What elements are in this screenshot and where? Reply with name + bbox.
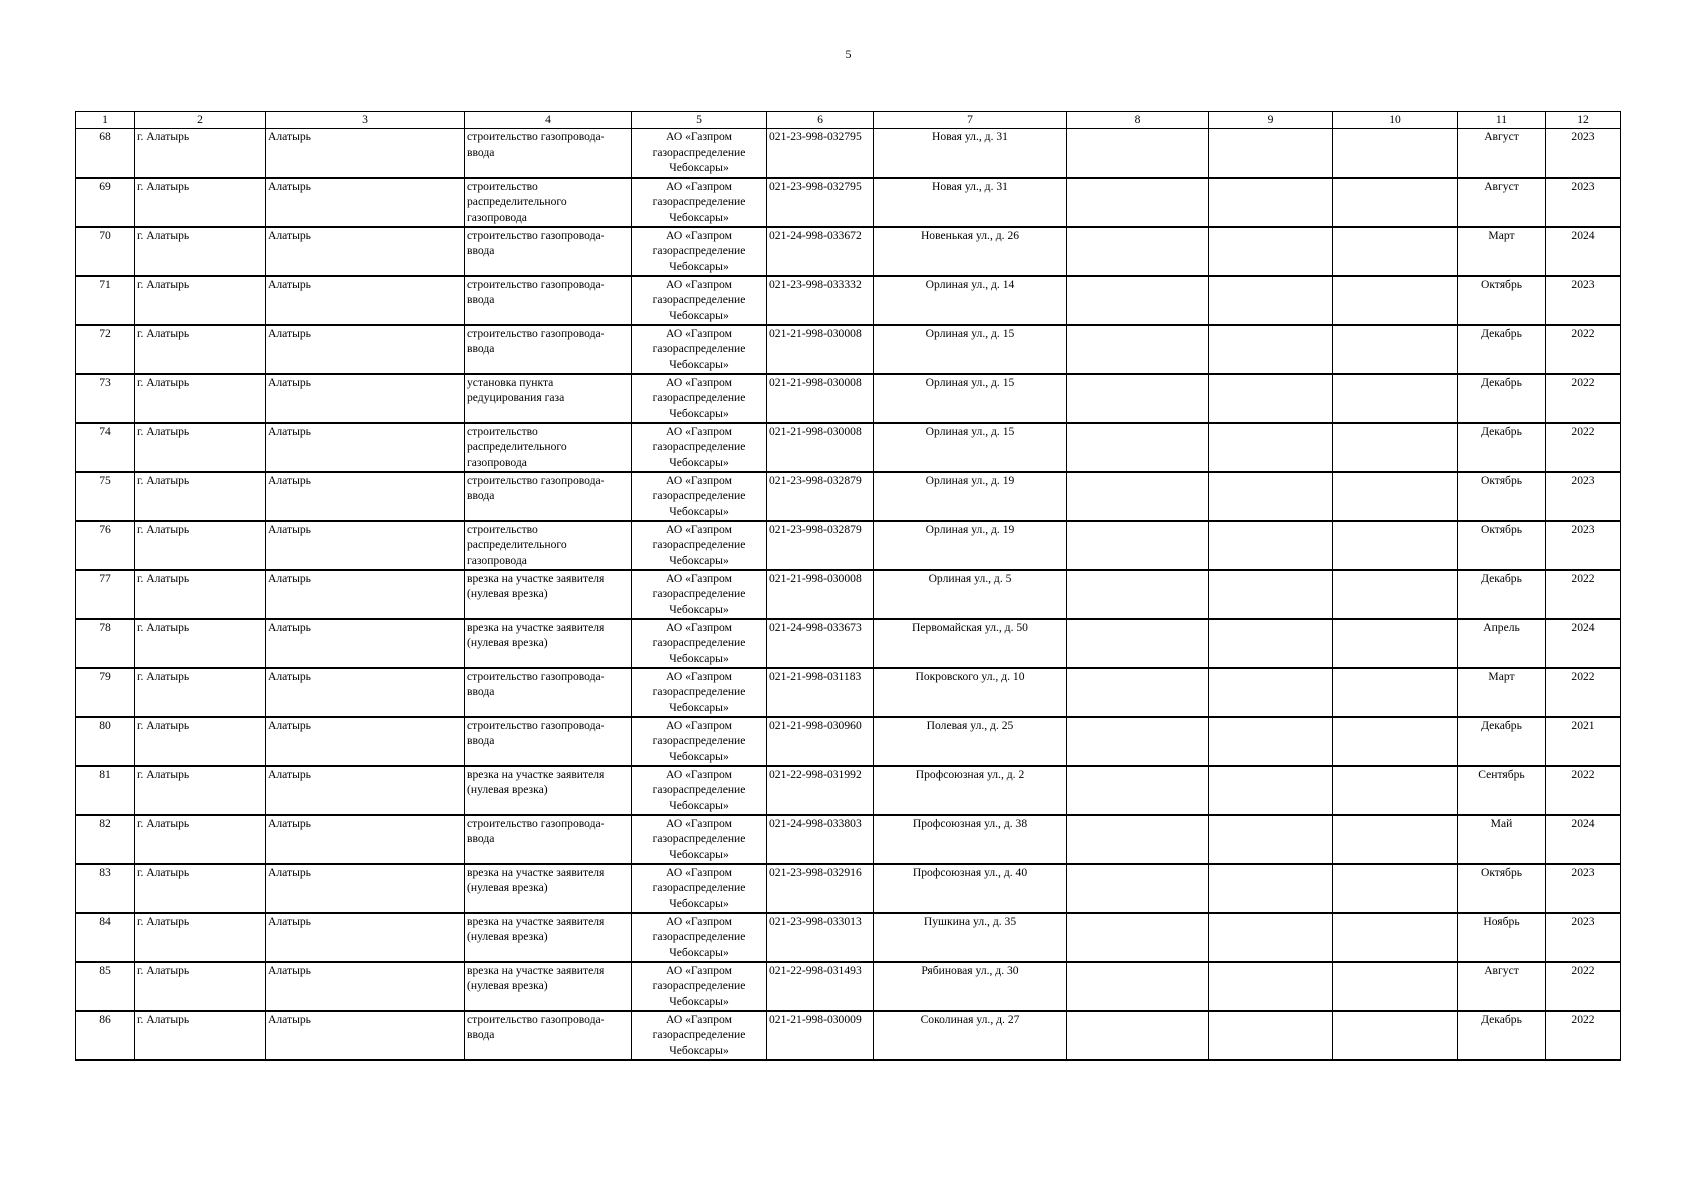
row-number-cell: 74 xyxy=(76,423,135,472)
row-number-cell: 73 xyxy=(76,374,135,423)
column-10-cell xyxy=(1333,668,1458,717)
column-8-cell xyxy=(1067,913,1209,962)
year-cell: 2024 xyxy=(1546,619,1621,668)
work-type-cell: врезка на участке заявителя (нулевая врезка) xyxy=(465,864,632,913)
column-9-cell xyxy=(1209,766,1333,815)
city-cell: г. Алатырь xyxy=(135,325,266,374)
application-number-cell: 021-21-998-030008 xyxy=(767,374,874,423)
column-header: 11 xyxy=(1458,112,1546,129)
column-number-row xyxy=(76,112,1621,129)
work-type-cell: строительство распределительного газопровода xyxy=(465,178,632,227)
column-8-cell xyxy=(1067,1011,1209,1060)
year-cell: 2022 xyxy=(1546,325,1621,374)
column-9-cell xyxy=(1209,129,1333,178)
district-cell: Алатырь xyxy=(266,913,465,962)
column-8-cell xyxy=(1067,717,1209,766)
column-header: 4 xyxy=(465,112,632,129)
year-cell: 2023 xyxy=(1546,521,1621,570)
column-9-cell xyxy=(1209,815,1333,864)
organization-cell: АО «Газпром газораспределение Чебоксары» xyxy=(632,472,767,521)
year-cell: 2022 xyxy=(1546,766,1621,815)
column-10-cell xyxy=(1333,374,1458,423)
address-cell: Орлиная ул., д. 14 xyxy=(874,276,1067,325)
city-cell: г. Алатырь xyxy=(135,717,266,766)
work-type-cell: врезка на участке заявителя (нулевая врезка) xyxy=(465,913,632,962)
application-number-cell: 021-21-998-030008 xyxy=(767,423,874,472)
column-header: 5 xyxy=(632,112,767,129)
table-row xyxy=(76,227,1621,276)
column-10-cell xyxy=(1333,962,1458,1011)
table-row xyxy=(76,521,1621,570)
year-cell: 2023 xyxy=(1546,276,1621,325)
year-cell: 2023 xyxy=(1546,864,1621,913)
year-cell: 2022 xyxy=(1546,668,1621,717)
address-cell: Рябиновая ул., д. 30 xyxy=(874,962,1067,1011)
city-cell: г. Алатырь xyxy=(135,668,266,717)
row-number-cell: 77 xyxy=(76,570,135,619)
address-cell: Орлиная ул., д. 5 xyxy=(874,570,1067,619)
application-number-cell: 021-24-998-033803 xyxy=(767,815,874,864)
city-cell: г. Алатырь xyxy=(135,472,266,521)
city-cell: г. Алатырь xyxy=(135,178,266,227)
address-cell: Орлиная ул., д. 19 xyxy=(874,472,1067,521)
district-cell: Алатырь xyxy=(266,521,465,570)
column-10-cell xyxy=(1333,521,1458,570)
column-10-cell xyxy=(1333,325,1458,374)
column-header: 12 xyxy=(1546,112,1621,129)
year-cell: 2023 xyxy=(1546,178,1621,227)
year-cell: 2023 xyxy=(1546,472,1621,521)
address-cell: Новая ул., д. 31 xyxy=(874,178,1067,227)
table-row xyxy=(76,766,1621,815)
column-8-cell xyxy=(1067,374,1209,423)
work-type-cell: установка пункта редуцирования газа xyxy=(465,374,632,423)
column-8-cell xyxy=(1067,864,1209,913)
column-9-cell xyxy=(1209,227,1333,276)
work-type-cell: строительство газопровода-ввода xyxy=(465,129,632,178)
register-table xyxy=(75,111,1621,1061)
column-8-cell xyxy=(1067,815,1209,864)
application-number-cell: 021-24-998-033673 xyxy=(767,619,874,668)
column-8-cell xyxy=(1067,962,1209,1011)
organization-cell: АО «Газпром газораспределение Чебоксары» xyxy=(632,913,767,962)
address-cell: Орлиная ул., д. 15 xyxy=(874,374,1067,423)
month-cell: Ноябрь xyxy=(1458,913,1546,962)
city-cell: г. Алатырь xyxy=(135,913,266,962)
column-9-cell xyxy=(1209,1011,1333,1060)
table-row xyxy=(76,325,1621,374)
work-type-cell: строительство газопровода-ввода xyxy=(465,325,632,374)
district-cell: Алатырь xyxy=(266,325,465,374)
address-cell: Полевая ул., д. 25 xyxy=(874,717,1067,766)
column-10-cell xyxy=(1333,1011,1458,1060)
district-cell: Алатырь xyxy=(266,374,465,423)
column-9-cell xyxy=(1209,913,1333,962)
address-cell: Первомайская ул., д. 50 xyxy=(874,619,1067,668)
city-cell: г. Алатырь xyxy=(135,374,266,423)
table-row xyxy=(76,913,1621,962)
month-cell: Декабрь xyxy=(1458,1011,1546,1060)
application-number-cell: 021-23-998-032879 xyxy=(767,521,874,570)
column-10-cell xyxy=(1333,913,1458,962)
row-number-cell: 79 xyxy=(76,668,135,717)
year-cell: 2022 xyxy=(1546,962,1621,1011)
work-type-cell: врезка на участке заявителя (нулевая врезка) xyxy=(465,962,632,1011)
organization-cell: АО «Газпром газораспределение Чебоксары» xyxy=(632,374,767,423)
row-number-cell: 71 xyxy=(76,276,135,325)
work-type-cell: строительство газопровода-ввода xyxy=(465,717,632,766)
table-row xyxy=(76,815,1621,864)
work-type-cell: врезка на участке заявителя (нулевая врезка) xyxy=(465,619,632,668)
work-type-cell: строительство распределительного газопровода xyxy=(465,521,632,570)
year-cell: 2022 xyxy=(1546,1011,1621,1060)
work-type-cell: врезка на участке заявителя (нулевая врезка) xyxy=(465,570,632,619)
city-cell: г. Алатырь xyxy=(135,570,266,619)
row-number-cell: 86 xyxy=(76,1011,135,1060)
row-number-cell: 68 xyxy=(76,129,135,178)
column-10-cell xyxy=(1333,129,1458,178)
city-cell: г. Алатырь xyxy=(135,962,266,1011)
district-cell: Алатырь xyxy=(266,766,465,815)
application-number-cell: 021-21-998-030008 xyxy=(767,325,874,374)
column-header: 7 xyxy=(874,112,1067,129)
month-cell: Май xyxy=(1458,815,1546,864)
application-number-cell: 021-21-998-030009 xyxy=(767,1011,874,1060)
address-cell: Пушкина ул., д. 35 xyxy=(874,913,1067,962)
table-row xyxy=(76,619,1621,668)
organization-cell: АО «Газпром газораспределение Чебоксары» xyxy=(632,1011,767,1060)
column-9-cell xyxy=(1209,619,1333,668)
month-cell: Август xyxy=(1458,129,1546,178)
city-cell: г. Алатырь xyxy=(135,619,266,668)
column-9-cell xyxy=(1209,668,1333,717)
address-cell: Покровского ул., д. 10 xyxy=(874,668,1067,717)
table-row xyxy=(76,864,1621,913)
column-10-cell xyxy=(1333,864,1458,913)
month-cell: Декабрь xyxy=(1458,423,1546,472)
table-row xyxy=(76,962,1621,1011)
month-cell: Октябрь xyxy=(1458,521,1546,570)
column-header: 1 xyxy=(76,112,135,129)
work-type-cell: врезка на участке заявителя (нулевая врезка) xyxy=(465,766,632,815)
application-number-cell: 021-23-998-033332 xyxy=(767,276,874,325)
column-8-cell xyxy=(1067,570,1209,619)
column-10-cell xyxy=(1333,619,1458,668)
organization-cell: АО «Газпром газораспределение Чебоксары» xyxy=(632,570,767,619)
city-cell: г. Алатырь xyxy=(135,423,266,472)
organization-cell: АО «Газпром газораспределение Чебоксары» xyxy=(632,864,767,913)
application-number-cell: 021-23-998-033013 xyxy=(767,913,874,962)
address-cell: Орлиная ул., д. 19 xyxy=(874,521,1067,570)
table-body xyxy=(76,129,1621,1060)
organization-cell: АО «Газпром газораспределение Чебоксары» xyxy=(632,619,767,668)
column-header: 3 xyxy=(266,112,465,129)
column-8-cell xyxy=(1067,129,1209,178)
city-cell: г. Алатырь xyxy=(135,864,266,913)
month-cell: Октябрь xyxy=(1458,276,1546,325)
application-number-cell: 021-22-998-031992 xyxy=(767,766,874,815)
row-number-cell: 85 xyxy=(76,962,135,1011)
column-9-cell xyxy=(1209,962,1333,1011)
column-header: 9 xyxy=(1209,112,1333,129)
application-number-cell: 021-21-998-030960 xyxy=(767,717,874,766)
district-cell: Алатырь xyxy=(266,864,465,913)
table-row xyxy=(76,276,1621,325)
table-row xyxy=(76,129,1621,178)
column-8-cell xyxy=(1067,521,1209,570)
district-cell: Алатырь xyxy=(266,423,465,472)
table-row xyxy=(76,472,1621,521)
year-cell: 2022 xyxy=(1546,374,1621,423)
column-8-cell xyxy=(1067,472,1209,521)
column-10-cell xyxy=(1333,717,1458,766)
column-9-cell xyxy=(1209,472,1333,521)
month-cell: Август xyxy=(1458,178,1546,227)
application-number-cell: 021-21-998-030008 xyxy=(767,570,874,619)
city-cell: г. Алатырь xyxy=(135,227,266,276)
column-header: 10 xyxy=(1333,112,1458,129)
row-number-cell: 83 xyxy=(76,864,135,913)
month-cell: Октябрь xyxy=(1458,472,1546,521)
organization-cell: АО «Газпром газораспределение Чебоксары» xyxy=(632,717,767,766)
column-9-cell xyxy=(1209,423,1333,472)
column-8-cell xyxy=(1067,766,1209,815)
column-8-cell xyxy=(1067,668,1209,717)
address-cell: Профсоюзная ул., д. 40 xyxy=(874,864,1067,913)
year-cell: 2024 xyxy=(1546,815,1621,864)
column-9-cell xyxy=(1209,717,1333,766)
column-10-cell xyxy=(1333,570,1458,619)
column-8-cell xyxy=(1067,619,1209,668)
district-cell: Алатырь xyxy=(266,178,465,227)
application-number-cell: 021-24-998-033672 xyxy=(767,227,874,276)
city-cell: г. Алатырь xyxy=(135,276,266,325)
column-header: 8 xyxy=(1067,112,1209,129)
district-cell: Алатырь xyxy=(266,570,465,619)
year-cell: 2022 xyxy=(1546,570,1621,619)
work-type-cell: строительство распределительного газопровода xyxy=(465,423,632,472)
table-row xyxy=(76,1011,1621,1060)
work-type-cell: строительство газопровода-ввода xyxy=(465,815,632,864)
month-cell: Декабрь xyxy=(1458,374,1546,423)
year-cell: 2024 xyxy=(1546,227,1621,276)
city-cell: г. Алатырь xyxy=(135,521,266,570)
column-9-cell xyxy=(1209,178,1333,227)
month-cell: Сентябрь xyxy=(1458,766,1546,815)
table-row xyxy=(76,570,1621,619)
row-number-cell: 82 xyxy=(76,815,135,864)
column-8-cell xyxy=(1067,227,1209,276)
month-cell: Октябрь xyxy=(1458,864,1546,913)
district-cell: Алатырь xyxy=(266,1011,465,1060)
application-number-cell: 021-23-998-032879 xyxy=(767,472,874,521)
district-cell: Алатырь xyxy=(266,717,465,766)
organization-cell: АО «Газпром газораспределение Чебоксары» xyxy=(632,178,767,227)
row-number-cell: 69 xyxy=(76,178,135,227)
year-cell: 2023 xyxy=(1546,129,1621,178)
row-number-cell: 70 xyxy=(76,227,135,276)
organization-cell: АО «Газпром газораспределение Чебоксары» xyxy=(632,276,767,325)
work-type-cell: строительство газопровода-ввода xyxy=(465,1011,632,1060)
row-number-cell: 80 xyxy=(76,717,135,766)
column-8-cell xyxy=(1067,423,1209,472)
column-9-cell xyxy=(1209,276,1333,325)
organization-cell: АО «Газпром газораспределение Чебоксары» xyxy=(632,521,767,570)
column-9-cell xyxy=(1209,864,1333,913)
application-number-cell: 021-22-998-031493 xyxy=(767,962,874,1011)
table-row xyxy=(76,178,1621,227)
district-cell: Алатырь xyxy=(266,472,465,521)
application-number-cell: 021-21-998-031183 xyxy=(767,668,874,717)
column-8-cell xyxy=(1067,276,1209,325)
month-cell: Апрель xyxy=(1458,619,1546,668)
district-cell: Алатырь xyxy=(266,815,465,864)
page-number: 5 xyxy=(845,47,852,61)
column-10-cell xyxy=(1333,472,1458,521)
month-cell: Декабрь xyxy=(1458,325,1546,374)
work-type-cell: строительство газопровода-ввода xyxy=(465,472,632,521)
column-10-cell xyxy=(1333,766,1458,815)
work-type-cell: строительство газопровода-ввода xyxy=(465,227,632,276)
table-row xyxy=(76,374,1621,423)
city-cell: г. Алатырь xyxy=(135,815,266,864)
year-cell: 2023 xyxy=(1546,913,1621,962)
row-number-cell: 78 xyxy=(76,619,135,668)
month-cell: Август xyxy=(1458,962,1546,1011)
year-cell: 2022 xyxy=(1546,423,1621,472)
district-cell: Алатырь xyxy=(266,129,465,178)
column-9-cell xyxy=(1209,374,1333,423)
application-number-cell: 021-23-998-032916 xyxy=(767,864,874,913)
work-type-cell: строительство газопровода-ввода xyxy=(465,276,632,325)
district-cell: Алатырь xyxy=(266,276,465,325)
column-9-cell xyxy=(1209,521,1333,570)
month-cell: Март xyxy=(1458,227,1546,276)
column-8-cell xyxy=(1067,178,1209,227)
table-row xyxy=(76,717,1621,766)
month-cell: Март xyxy=(1458,668,1546,717)
column-header: 6 xyxy=(767,112,874,129)
column-10-cell xyxy=(1333,423,1458,472)
row-number-cell: 72 xyxy=(76,325,135,374)
organization-cell: АО «Газпром газораспределение Чебоксары» xyxy=(632,325,767,374)
column-9-cell xyxy=(1209,325,1333,374)
work-type-cell: строительство газопровода-ввода xyxy=(465,668,632,717)
district-cell: Алатырь xyxy=(266,619,465,668)
column-10-cell xyxy=(1333,276,1458,325)
organization-cell: АО «Газпром газораспределение Чебоксары» xyxy=(632,227,767,276)
organization-cell: АО «Газпром газораспределение Чебоксары» xyxy=(632,766,767,815)
row-number-cell: 81 xyxy=(76,766,135,815)
month-cell: Декабрь xyxy=(1458,570,1546,619)
table-row xyxy=(76,668,1621,717)
row-number-cell: 75 xyxy=(76,472,135,521)
month-cell: Декабрь xyxy=(1458,717,1546,766)
column-10-cell xyxy=(1333,815,1458,864)
row-number-cell: 76 xyxy=(76,521,135,570)
district-cell: Алатырь xyxy=(266,962,465,1011)
column-10-cell xyxy=(1333,178,1458,227)
organization-cell: АО «Газпром газораспределение Чебоксары» xyxy=(632,668,767,717)
city-cell: г. Алатырь xyxy=(135,1011,266,1060)
column-header: 2 xyxy=(135,112,266,129)
address-cell: Профсоюзная ул., д. 38 xyxy=(874,815,1067,864)
address-cell: Профсоюзная ул., д. 2 xyxy=(874,766,1067,815)
organization-cell: АО «Газпром газораспределение Чебоксары» xyxy=(632,423,767,472)
district-cell: Алатырь xyxy=(266,227,465,276)
address-cell: Новенькая ул., д. 26 xyxy=(874,227,1067,276)
application-number-cell: 021-23-998-032795 xyxy=(767,129,874,178)
year-cell: 2021 xyxy=(1546,717,1621,766)
city-cell: г. Алатырь xyxy=(135,766,266,815)
district-cell: Алатырь xyxy=(266,668,465,717)
column-9-cell xyxy=(1209,570,1333,619)
address-cell: Орлиная ул., д. 15 xyxy=(874,423,1067,472)
column-10-cell xyxy=(1333,227,1458,276)
organization-cell: АО «Газпром газораспределение Чебоксары» xyxy=(632,962,767,1011)
city-cell: г. Алатырь xyxy=(135,129,266,178)
organization-cell: АО «Газпром газораспределение Чебоксары» xyxy=(632,129,767,178)
column-8-cell xyxy=(1067,325,1209,374)
address-cell: Новая ул., д. 31 xyxy=(874,129,1067,178)
row-number-cell: 84 xyxy=(76,913,135,962)
application-number-cell: 021-23-998-032795 xyxy=(767,178,874,227)
organization-cell: АО «Газпром газораспределение Чебоксары» xyxy=(632,815,767,864)
table-row xyxy=(76,423,1621,472)
address-cell: Соколиная ул., д. 27 xyxy=(874,1011,1067,1060)
address-cell: Орлиная ул., д. 15 xyxy=(874,325,1067,374)
